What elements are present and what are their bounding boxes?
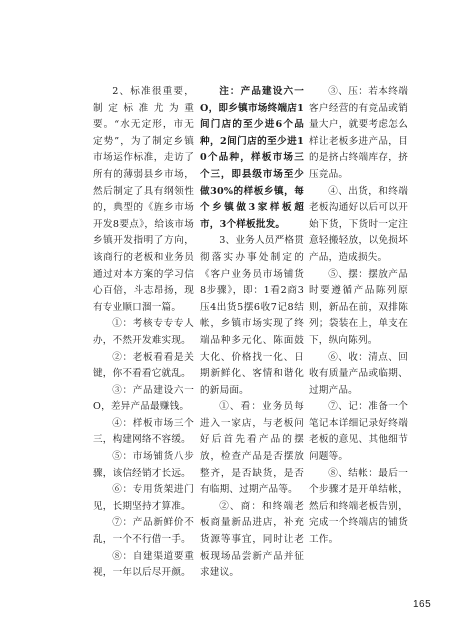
rhyme-line-1: ①：考核专专专人办，不然开发难实现。 — [93, 318, 194, 346]
note-paragraph: 注：产品建设六一O，即乡镇市场终端店1间门店的至少进6个品种，2间门店的至少进10个品种，样板市场三个三，即县级市场至少做30%的样板乡镇，每个乡镇做3家样板超市，3个样板批发。 — [200, 86, 304, 230]
rhyme-line-8: ⑧：自建渠道要重视，一年以后尽开颜。 — [93, 550, 194, 579]
step-display: ⑤、摆：摆放产品时要遵循产品陈列原则，新品在前，双排陈列；袋装在上，单支在下，纵向陈列。 — [309, 268, 408, 346]
page-number: 165 — [413, 599, 432, 610]
step-discuss: ②、商：和终端老板商量新品进店，补充货源等事宜，同时让老板现场品尝新产品并征求建议。 — [200, 500, 304, 579]
step-ship: ④、出货，和终端老板沟通好以后可以开始下货，下货时一定注意轻搬轻放，以免损坏产品，造成损失。 — [309, 185, 408, 263]
step-look: ①、看：业务员每进入一家店，与老板问好后首先看产品的摆放，检查产品是否摆放整齐，是否缺货，是否有临期、过期产品等。 — [200, 401, 304, 496]
rhyme-line-7: ⑦：产品新鲜价不乱，一个不行借一手。 — [93, 517, 194, 546]
text-column-middle — [200, 84, 304, 582]
text-column-left — [93, 84, 194, 582]
step-press: ③、压：若本终端客户经营的有竞品或销量大户，就要考虑怎么样让老板多进产品，目的是挤占终端库存，挤压竞品。 — [309, 86, 408, 180]
text-column-right — [309, 84, 408, 549]
step-record: ⑦、记：准备一个笔记本详细记录好终端老板的意见、其他细节问题等。 — [309, 401, 408, 463]
rhyme-line-6: ⑥：专用货架进门见，长期坚持才算准。 — [93, 484, 194, 512]
rhyme-line-4: ④：样板市场三个三，构建网络不容缓。 — [93, 417, 194, 446]
paragraph-standard: 2、标准很重要，制定标准尤为重要。“水无定形，市无定势”，为了制定乡镇市场运作标准，走访了所有的薄弱县乡市场，然后制定了具有纲领性的，典型的《旌乡市场开发8要点》，给该市场乡镇开发指明了方向，该商行的老板和业务员通过对本方案的学习信心百倍，斗志昂扬，现有专业顺口溜一篇。 — [93, 86, 194, 313]
rhyme-line-2: ②：老板看看是关键，你不看看它就乱。 — [93, 351, 194, 380]
step-collect: ⑥、收：清点、回收有质量产品或临期、过期产品。 — [309, 351, 408, 396]
rhyme-line-5: ⑤：市场铺货八步骤，该信经销才长远。 — [93, 451, 194, 479]
paragraph-eight-steps: 3、业务人员严格贯彻落实办事处制定的《客户业务员市场铺货8步骤》，即：1看2商3压4出货5摆6收7记8结帐，乡镇市场实现了终端品种多元化、陈面鼓大化、价格找一化、日期新鲜化、客情和谐化的新局面。 — [200, 235, 304, 396]
rhyme-line-3: ③：产品建设六一O，差异产品最赚钱。 — [93, 384, 194, 413]
step-settle: ⑧、结帐：最后一个步骤才是开单结帐，然后和终端老板告别，完成一个终端店的铺货工作。 — [309, 467, 408, 546]
